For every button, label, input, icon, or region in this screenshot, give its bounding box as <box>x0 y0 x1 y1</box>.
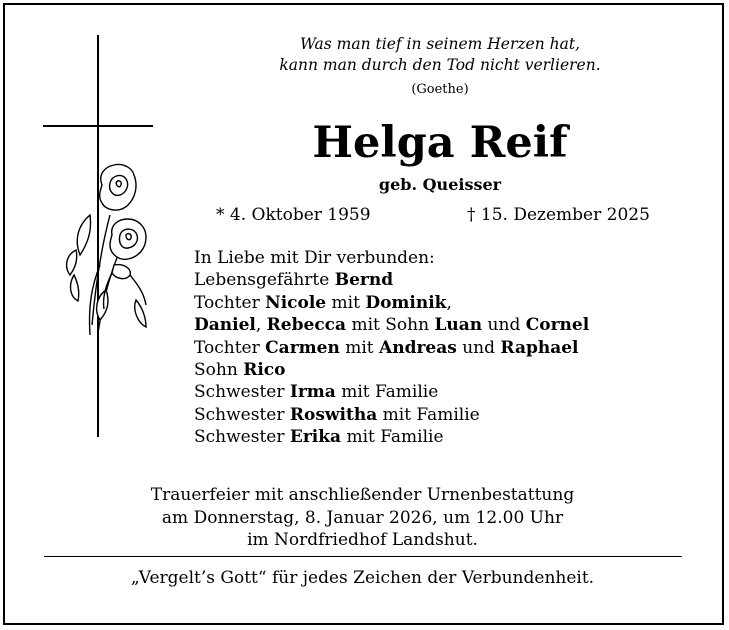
survivor-text: mit <box>339 337 380 358</box>
survivor-text: , <box>446 292 452 313</box>
survivor-name: Bernd <box>334 270 394 291</box>
survivor-text: mit Sohn <box>346 315 435 336</box>
cross-icon <box>40 35 200 437</box>
survivor-name: Rebecca <box>266 315 347 336</box>
survivors-list <box>194 247 589 449</box>
survivor-name: Raphael <box>500 337 579 358</box>
divider <box>44 556 682 557</box>
roses-icon <box>67 164 146 335</box>
death-date: † 15. Dezember 2025 <box>467 205 650 225</box>
survivor-text: Schwester <box>194 382 290 403</box>
survivor-name: Erika <box>289 427 342 448</box>
survivor-text: Schwester <box>194 427 290 448</box>
survivor-name: Cornel <box>525 315 590 336</box>
deceased-name: Helga Reif <box>312 118 568 168</box>
survivor-line <box>194 314 589 336</box>
service-line-3: im Nordfriedhof Landshut. <box>247 530 478 550</box>
survivor-line <box>194 337 589 359</box>
survivor-text: mit Familie <box>335 382 439 403</box>
funeral-service-info <box>40 484 685 552</box>
quote-line-1: Was man tief in seinem Herzen hat, <box>299 35 581 53</box>
survivor-name: Daniel <box>194 315 256 336</box>
survivor-name: Nicole <box>265 292 327 313</box>
survivor-text: mit Familie <box>341 427 444 448</box>
service-line-2: am Donnerstag, 8. Januar 2026, um 12.00 Uhr <box>161 507 564 528</box>
survivor-name: Irma <box>289 382 336 403</box>
survivor-name: Rico <box>243 360 286 381</box>
thanks-line: „Vergelt’s Gott“ für jedes Zeichen der Verbundenheit. <box>130 568 595 588</box>
birth-date: * 4. Oktober 1959 <box>216 205 371 225</box>
quote-line-2: kann man durch den Tod nicht verlieren. <box>279 56 601 74</box>
survivor-line <box>194 381 589 403</box>
survivor-line <box>194 404 589 426</box>
survivor-text: , <box>255 315 267 336</box>
survivor-text: und <box>456 337 501 358</box>
birth-name: geb. Queisser <box>378 175 502 194</box>
survivor-text: Tochter <box>194 337 266 358</box>
survivor-line <box>194 269 589 291</box>
survivor-text: mit <box>326 292 366 313</box>
survivor-text: und <box>482 315 526 336</box>
survivor-name: Carmen <box>265 337 340 358</box>
service-line-1: Trauerfeier mit anschließender Urnenbestattung <box>150 485 575 505</box>
survivor-line <box>194 292 589 314</box>
quote-author: (Goethe) <box>411 82 469 97</box>
survivor-text: Sohn <box>194 360 244 381</box>
survivor-text: Schwester <box>194 404 290 425</box>
survivor-line <box>194 426 589 448</box>
survivor-text: mit Familie <box>377 404 480 425</box>
survivor-name: Dominik <box>365 292 447 313</box>
survivor-name: Luan <box>434 315 483 336</box>
survivor-line <box>194 359 589 381</box>
survivor-text: Tochter <box>194 292 266 313</box>
survivor-text: Lebensgefährte <box>194 270 335 291</box>
survivor-name: Andreas <box>379 337 457 358</box>
survivors-intro: In Liebe mit Dir verbunden: <box>194 248 435 268</box>
survivor-lines <box>194 269 589 448</box>
survivor-name: Roswitha <box>289 404 378 425</box>
